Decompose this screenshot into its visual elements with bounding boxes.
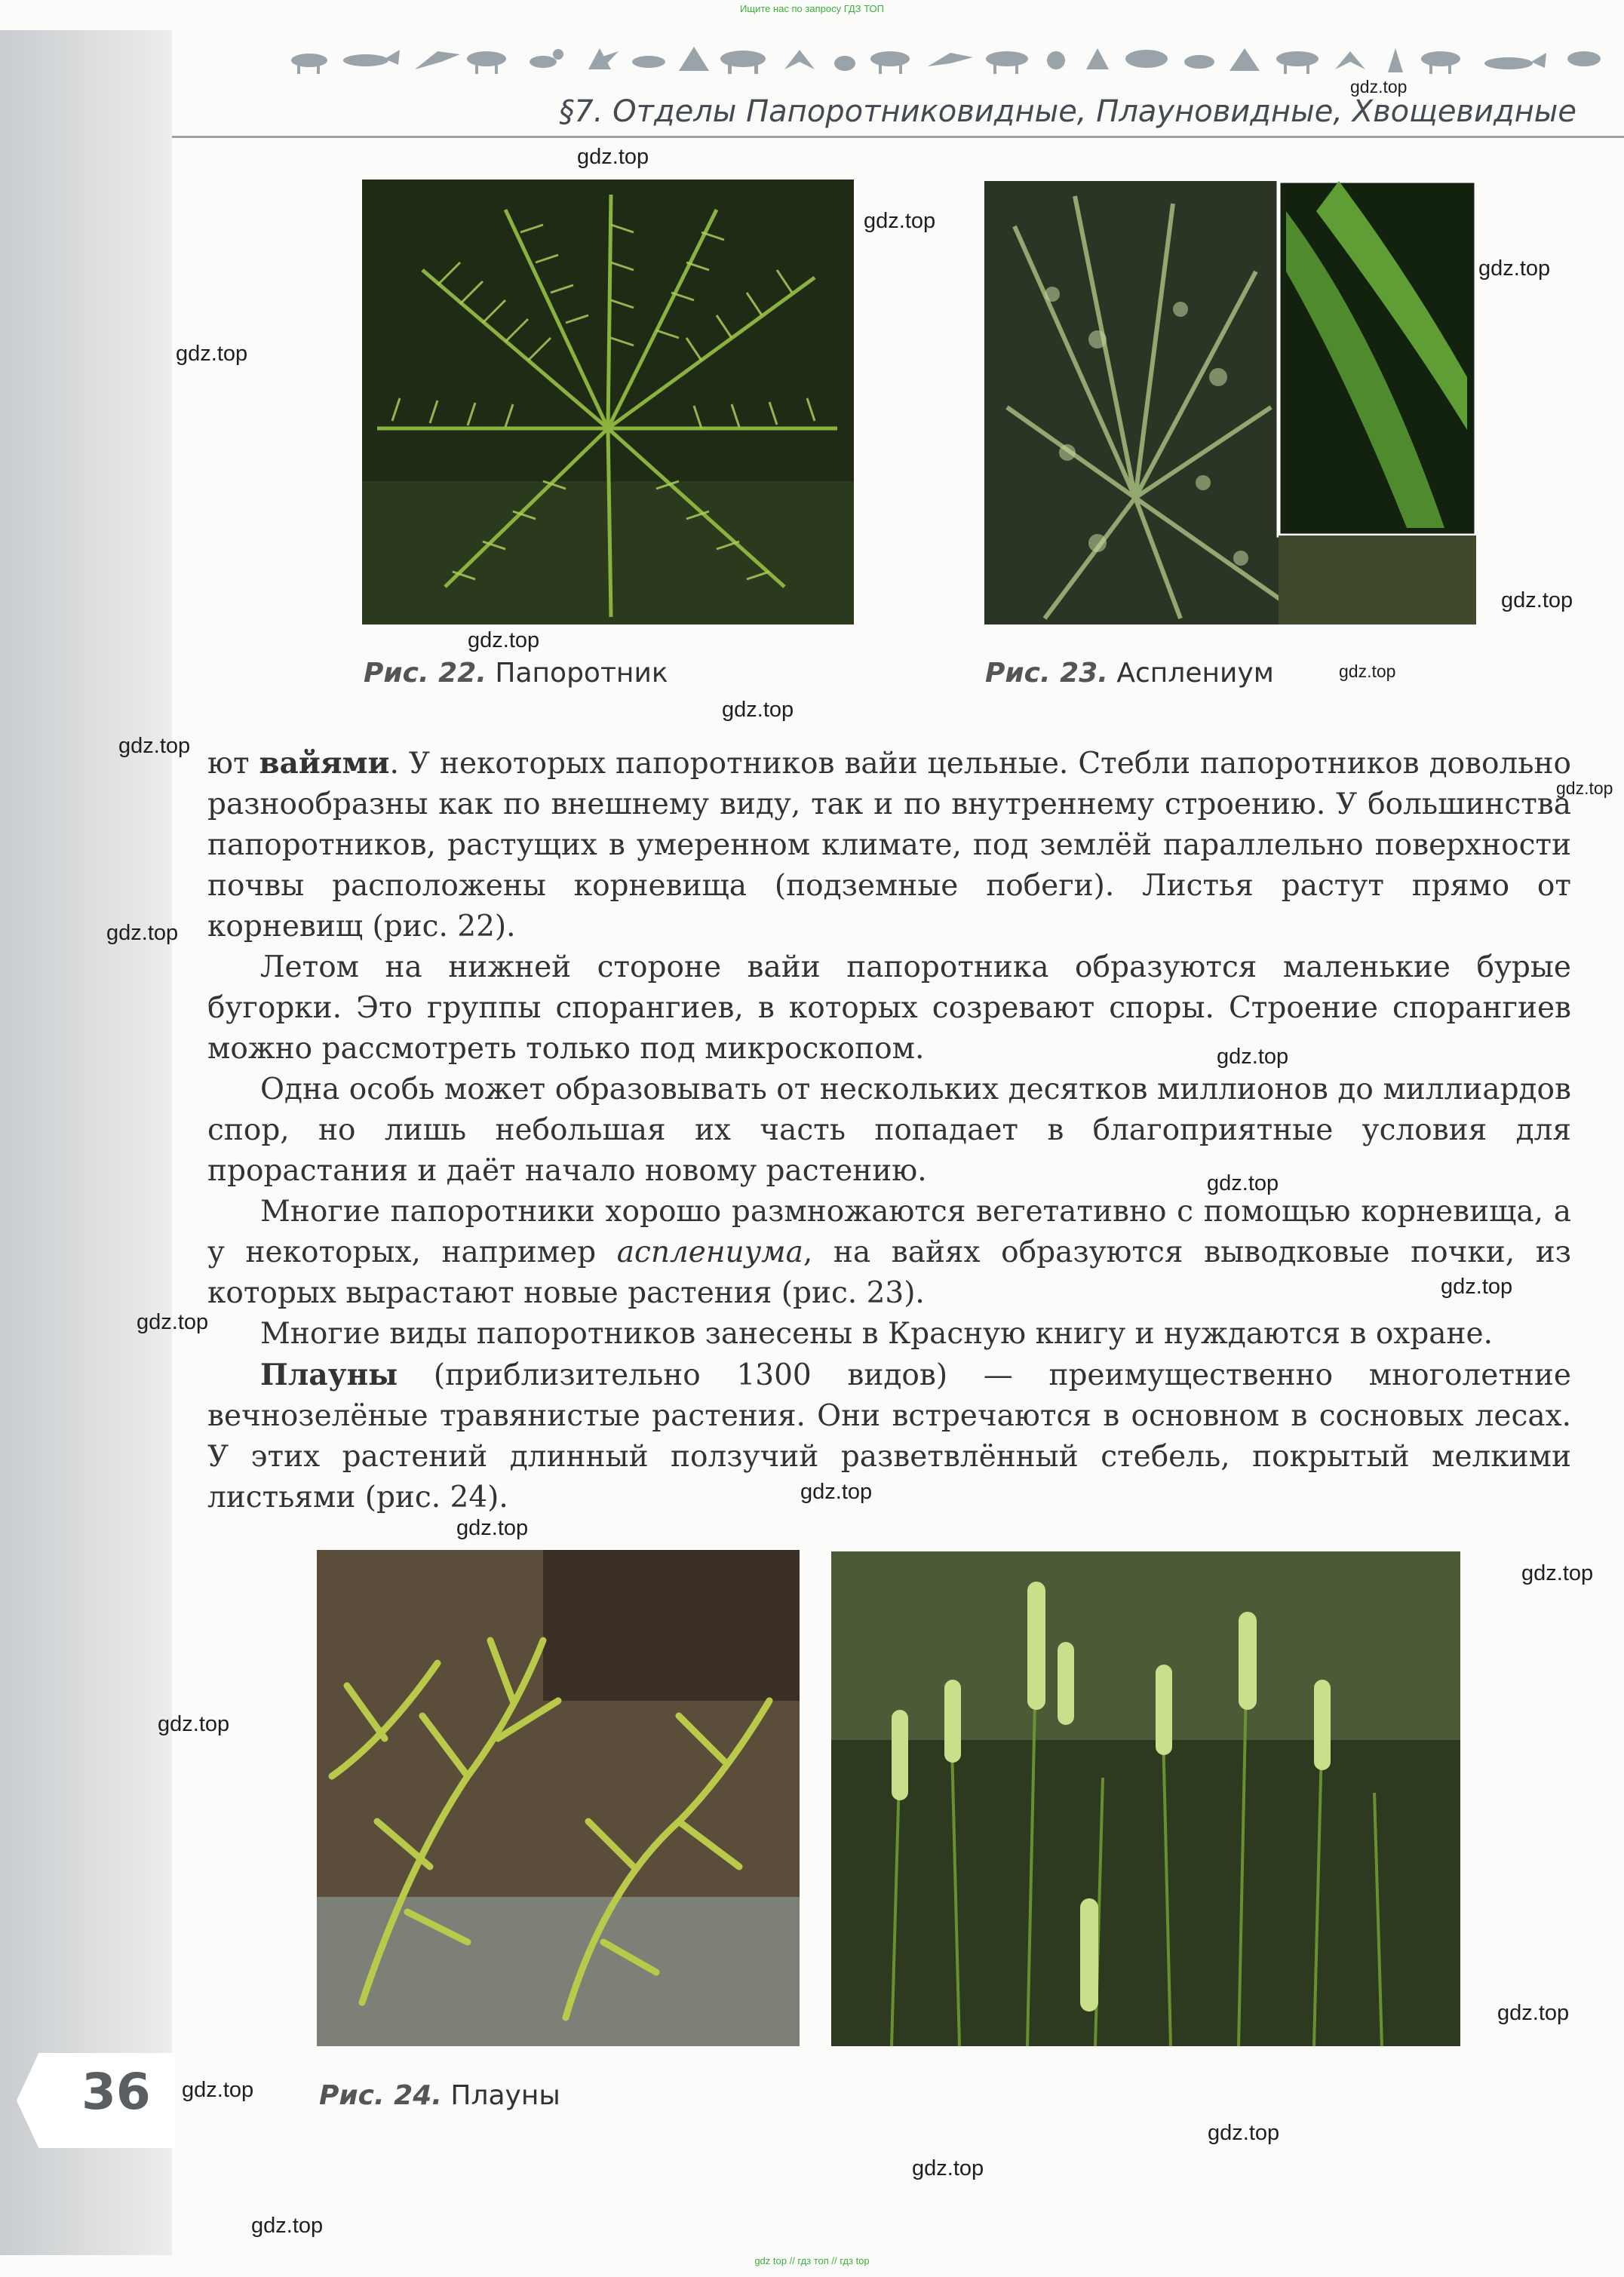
- watermark: gdz.top: [1441, 1275, 1513, 1299]
- watermark: gdz.top: [1497, 2001, 1570, 2025]
- term-asplenium: асплениума: [616, 1235, 803, 1269]
- clubmoss-photo-right: [831, 1551, 1460, 2046]
- watermark: gdz.top: [864, 209, 936, 233]
- figure-24-caption: [319, 2080, 560, 2111]
- figure-22-caption: [364, 658, 668, 689]
- watermark: gdz.top: [251, 2214, 324, 2238]
- paragraph-2: Летом на нижней стороне вайи папоротника образуются маленькие бурые бугорки. Это группы спорангиев, в которых созревают споры. Строение спорангиев можно рассмотреть только под микроскопом.: [207, 950, 1571, 1066]
- watermark: gdz.top: [176, 342, 248, 366]
- bottom-note: gdz top // гдз топ // гдз top: [754, 2255, 870, 2266]
- page-side-band: [0, 30, 172, 2255]
- watermark: gdz.top: [1556, 778, 1613, 798]
- watermark: gdz.top: [1207, 1171, 1279, 1195]
- watermark: gdz.top: [1501, 588, 1573, 612]
- watermark: gdz.top: [1217, 1045, 1289, 1069]
- figure-23-label: Рис. 23.: [985, 658, 1108, 689]
- section-title: §7. Отделы Папоротниковидные, Плауновидные, Хвощевидные: [559, 94, 1576, 129]
- watermark: gdz.top: [158, 1712, 230, 1736]
- page-number: 36: [81, 2063, 151, 2121]
- fern-photo: [362, 180, 854, 624]
- watermark: gdz.top: [118, 734, 191, 758]
- figure-23-title: Асплениум: [1116, 658, 1274, 689]
- paragraph-3: Одна особь может образовывать от нескольких десятков миллионов до миллиардов спор, но лишь небольшая их часть попадает в благоприятные условия для прорастания и даёт начало новому растению.: [207, 1073, 1571, 1188]
- paragraph-4: Многие папоротники хорошо размножаются вегетативно с помощью корневища, а у некоторых, например асплениума, на вайях образуются выводковые почки, из которых вырастают новые растения (рис. 23).: [207, 1195, 1571, 1310]
- watermark: gdz.top: [912, 2156, 984, 2180]
- watermark: gdz.top: [577, 145, 649, 169]
- figure-22-title: Папоротник: [495, 658, 668, 689]
- watermark: gdz.top: [722, 698, 794, 722]
- paragraph-6: Плауны (приблизительно 1300 видов) — преимущественно многолетние вечнозелёные травянистые растения. Они встречаются в основном в сосновых лесах. У этих растений длинный ползучий разветвлённый стебель, покрытый мелкими листьями (рис. 24).: [207, 1358, 1571, 1514]
- main-text: [207, 743, 1571, 1518]
- animal-silhouette-strip: [287, 39, 1622, 78]
- asplenium-photo: [984, 181, 1476, 624]
- watermark: gdz.top: [137, 1310, 209, 1334]
- watermark: gdz.top: [456, 1516, 529, 1540]
- watermark: gdz.top: [468, 628, 540, 652]
- figure-22-label: Рис. 22.: [364, 658, 487, 689]
- watermark: gdz.top: [106, 921, 179, 945]
- clubmoss-photo-left: [317, 1550, 800, 2046]
- term-plauny: Плауны: [260, 1358, 398, 1392]
- animals-icon: [287, 39, 1622, 78]
- paragraph-1: ют вайями. У некоторых папоротников вайи цельные. Стебли папоротников довольно разнообразны как по внешнему виду, так и по внутреннему строению. У большинства папоротников, растущих в умеренном климате, под землёй параллельно поверхности почвы расположены корневища (подземные побеги). Листья растут прямо от корневищ (рис. 22).: [207, 746, 1571, 944]
- figure-23-caption: [985, 658, 1274, 689]
- figure-24-title: Плауны: [450, 2080, 560, 2111]
- watermark: gdz.top: [1350, 77, 1408, 97]
- watermark: gdz.top: [800, 1480, 873, 1504]
- watermark: gdz.top: [1478, 256, 1551, 281]
- watermark: gdz.top: [1521, 1561, 1594, 1585]
- figure-24-label: Рис. 24.: [319, 2080, 442, 2111]
- header-divider: [172, 136, 1624, 138]
- top-note: Ищите нас по запросу ГДЗ ТОП: [740, 3, 884, 14]
- watermark: gdz.top: [1208, 2121, 1280, 2145]
- paragraph-5: Многие виды папоротников занесены в Красную книгу и нуждаются в охране.: [260, 1317, 1493, 1351]
- watermark: gdz.top: [182, 2078, 254, 2102]
- watermark: gdz.top: [1339, 661, 1396, 681]
- term-vaiyami: вайями: [259, 746, 390, 781]
